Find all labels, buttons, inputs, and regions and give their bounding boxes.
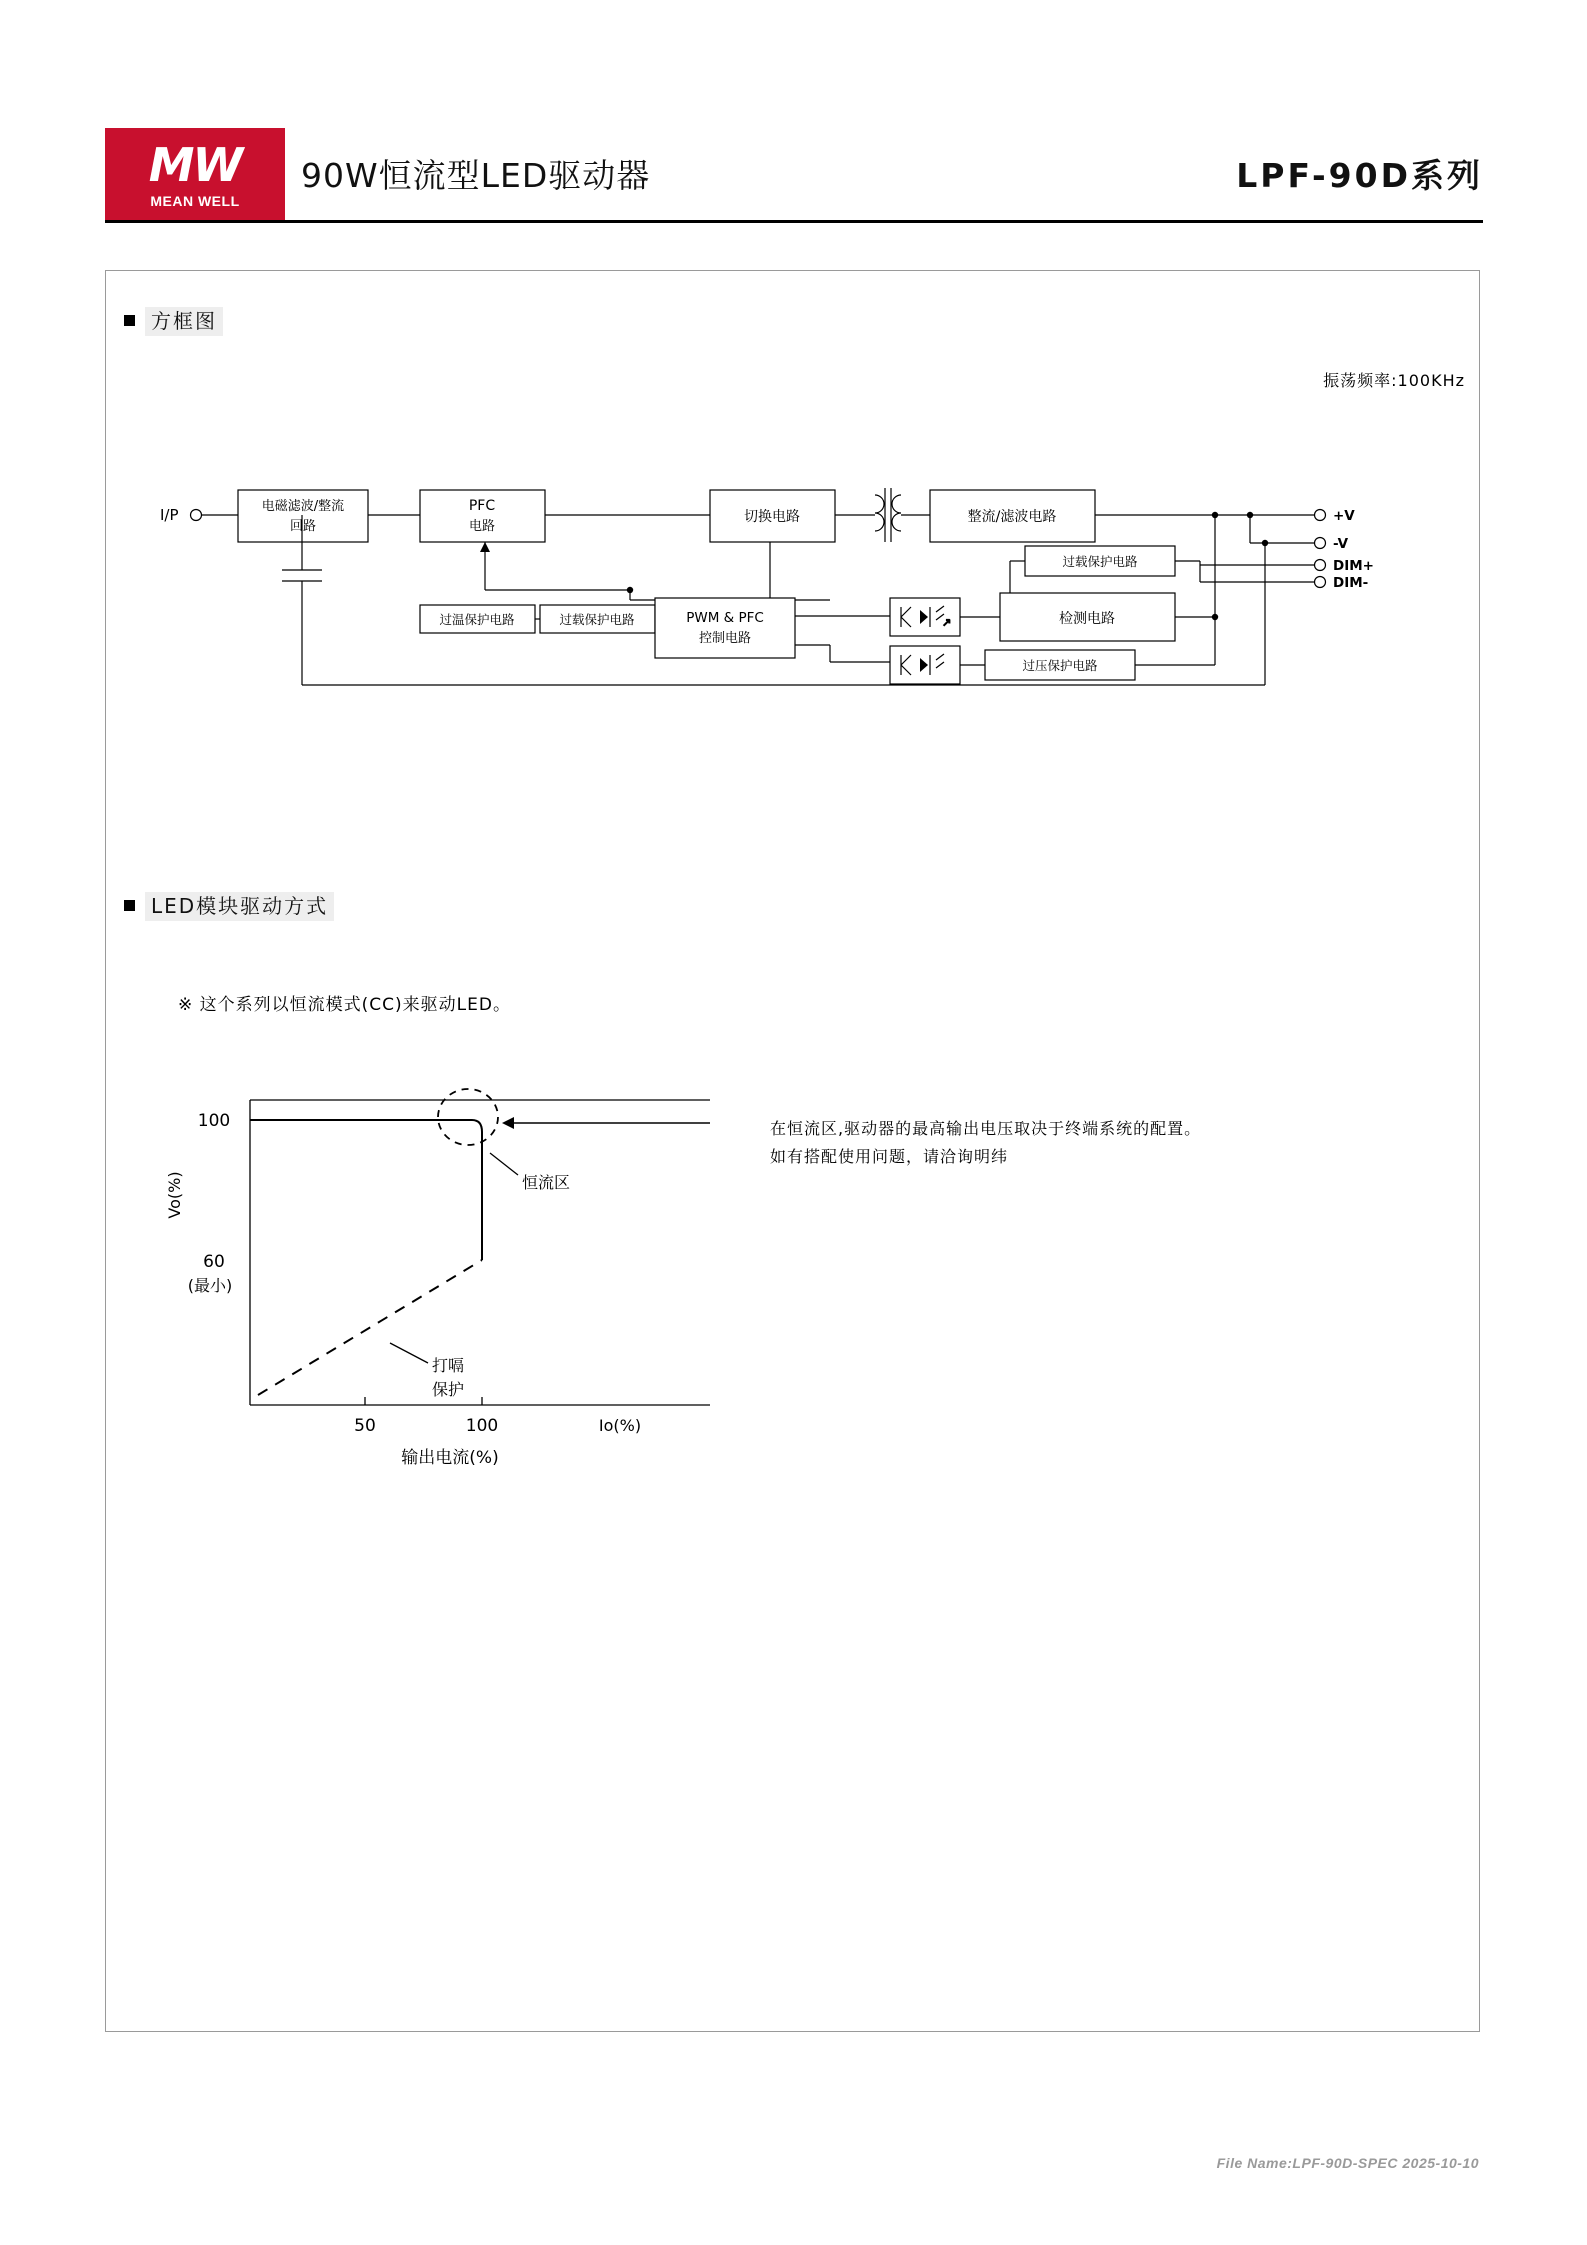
cc-description-line1: 在恒流区,驱动器的最高输出电压取决于终端系统的配置。 (770, 1119, 1202, 1138)
svg-text:↗: ↗ (942, 616, 952, 629)
section-heading-label: 方框图 (145, 307, 223, 336)
block-emi-line2: 回路 (289, 519, 317, 534)
block-pfc-line1: PFC (468, 498, 496, 514)
x-tick-50: 50 (354, 1416, 376, 1436)
square-bullet-icon (124, 900, 135, 911)
block-pfc-line2: 电路 (468, 519, 496, 534)
x-axis-unit: Io(%) (598, 1416, 642, 1435)
y-tick-60-min-label: (最小) (187, 1276, 233, 1295)
oscillation-frequency-note: 振荡频率:100KHz (1323, 371, 1465, 390)
block-diagram-figure (130, 450, 1390, 760)
output-label-dimn: DIM- (1333, 575, 1369, 591)
cc-curve-chart (150, 1075, 710, 1465)
block-switching: 切换电路 (744, 509, 800, 525)
block-ovp: 过压保护电路 (1022, 658, 1098, 673)
output-label-nv: -V (1333, 536, 1349, 552)
page-title: 90W恒流型LED驱动器 (301, 156, 651, 195)
block-emi-line1: 电磁滤波/整流 (261, 499, 345, 514)
series-title: LPF-90D系列 (1236, 156, 1483, 195)
block-ocp: 过载保护电路 (559, 612, 635, 627)
block-rectifier-filter: 整流/滤波电路 (967, 509, 1057, 525)
x-axis-caption: 输出电流(%) (401, 1448, 499, 1465)
meanwell-logo (105, 128, 285, 220)
header-divider (105, 220, 1483, 223)
annotation-cc-region: 恒流区 (522, 1173, 571, 1192)
cc-description (770, 1115, 1410, 1171)
block-pwm-line1: PWM & PFC (686, 610, 764, 626)
block-pwm-line2: 控制电路 (698, 631, 752, 646)
x-tick-100: 100 (465, 1416, 499, 1436)
y-axis-label: Vo(%) (165, 1171, 184, 1219)
annotation-hiccup-line1: 打嗝 (432, 1356, 465, 1375)
cc-mode-note: ※ 这个系列以恒流模式(CC)来驱动LED。 (178, 995, 511, 1015)
section-heading-label: LED模块驱动方式 (145, 892, 334, 921)
square-bullet-icon (124, 315, 135, 326)
section-heading-led-drive (124, 890, 334, 919)
section-heading-block-diagram (124, 305, 223, 334)
logo-wordmark: MEAN WELL (150, 193, 240, 209)
block-input-label: I/P (160, 506, 179, 524)
logo-mark: MW (148, 138, 242, 192)
page-header (105, 128, 1483, 220)
y-tick-100: 100 (197, 1111, 231, 1131)
block-otp: 过温保护电路 (439, 612, 515, 627)
annotation-hiccup-line2: 保护 (432, 1380, 465, 1399)
output-label-pv: +V (1333, 508, 1355, 524)
output-label-dimp: DIM+ (1333, 558, 1374, 574)
cc-description-line2: 如有搭配使用问题，请洽询明纬 (770, 1147, 1009, 1166)
footer-file-name: File Name:LPF-90D-SPEC 2025-10-10 (1216, 2155, 1479, 2171)
block-detect: 检测电路 (1059, 611, 1115, 627)
block-overload-protect: 过载保护电路 (1062, 554, 1138, 569)
y-tick-60: 60 (203, 1252, 225, 1272)
